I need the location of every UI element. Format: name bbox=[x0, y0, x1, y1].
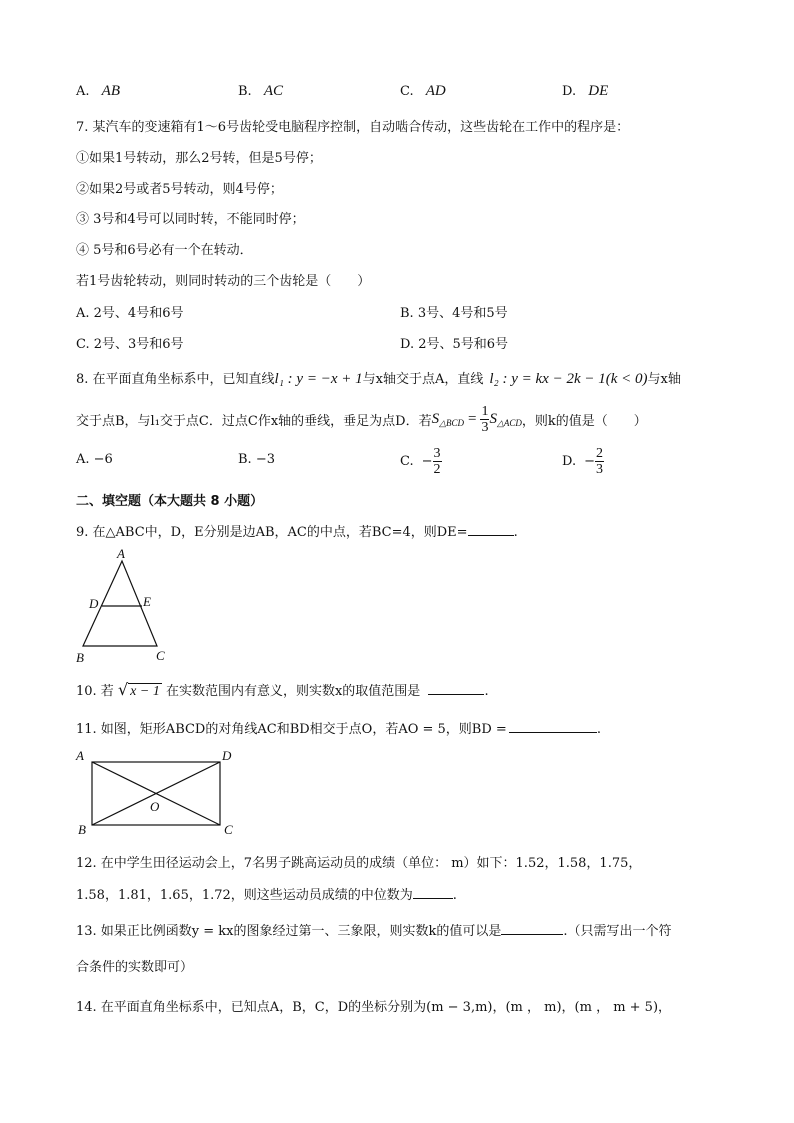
vertex-label-a: A bbox=[76, 748, 84, 763]
q7-option-d: D. 2号、5号和6号 bbox=[400, 337, 509, 352]
denominator: 3 bbox=[481, 419, 489, 435]
area-symbol: S bbox=[431, 410, 440, 427]
q8-line-2 bbox=[76, 402, 647, 436]
q8-text-3: 与x轴 bbox=[647, 372, 681, 387]
q10-stem-1: 10. 若 bbox=[76, 684, 114, 699]
sqrt-sign: √ bbox=[117, 680, 129, 699]
answer-blank bbox=[468, 535, 514, 536]
q7-option-b: B. 3号、4号和5号 bbox=[400, 306, 508, 321]
numerator: 3 bbox=[433, 445, 441, 461]
q6-option-b bbox=[238, 83, 283, 100]
area-subscript: △BCD bbox=[439, 417, 464, 428]
option-label: A. bbox=[76, 84, 90, 99]
option-label: C. bbox=[400, 84, 414, 99]
q7-option-c: C. 2号、3号和6号 bbox=[76, 337, 184, 352]
sqrt-radicand: x − 1 bbox=[130, 684, 160, 699]
q6-option-a bbox=[76, 83, 120, 100]
q8-option-d bbox=[562, 443, 604, 479]
vertex-label-c: C bbox=[156, 648, 165, 663]
q13-line-2: 合条件的实数即可） bbox=[76, 960, 194, 975]
option-label: C. bbox=[400, 453, 414, 469]
q7-rule-4: ④ 5号和6号必有一个在转动． bbox=[76, 243, 253, 258]
option-label: D. bbox=[562, 453, 577, 469]
vertex-label-c: C bbox=[224, 822, 233, 837]
fraction bbox=[595, 446, 604, 477]
fraction-one-third bbox=[480, 404, 489, 435]
q7-rule-1: ①如果1号转动，那么2号转，但是5号停； bbox=[76, 151, 322, 166]
q8-text-2: 与x轴交于点A，直线 bbox=[362, 372, 484, 387]
q8-line-l1: l₁ : y = −x + 1 bbox=[274, 371, 363, 387]
q10-end: . bbox=[484, 684, 489, 699]
denominator: 3 bbox=[596, 461, 603, 477]
vertex-label-d: D bbox=[222, 748, 232, 763]
q12-end: . bbox=[452, 888, 457, 903]
q7-rule-3: ③ 3号和4号可以同时转，不能同时停； bbox=[76, 212, 305, 227]
q13-note: .（只需写出一个符 bbox=[563, 924, 672, 939]
option-label: D. bbox=[562, 84, 577, 99]
q11-stem: 11. 如图，矩形ABCD的对角线AC和BD相交于点O，若AO = 5，则BD = bbox=[76, 722, 507, 737]
q14-line-1: 14. 在平面直角坐标系中，已知点A，B，C，D的坐标分别为(m − 3,m)，(m ， m)，(m ， m + 5)， bbox=[76, 1000, 672, 1015]
area-subscript: △ACD bbox=[496, 417, 522, 428]
option-value: DE bbox=[588, 83, 609, 99]
vertex-label-e: E bbox=[143, 594, 151, 609]
q9-stem: 9. 在△ABC中，D，E分别是边AB，AC的中点，若BC=4，则DE= bbox=[76, 525, 468, 540]
q9-end: . bbox=[513, 525, 518, 540]
answer-blank bbox=[428, 694, 484, 695]
equals-sign: = bbox=[468, 410, 477, 427]
answer-blank bbox=[413, 898, 453, 899]
q9-text bbox=[76, 521, 518, 540]
triangle-figure bbox=[70, 546, 180, 668]
vertex-label-d: D bbox=[89, 596, 99, 611]
answer-blank bbox=[509, 732, 597, 733]
option-value: AB bbox=[101, 83, 120, 99]
option-value: AC bbox=[263, 83, 283, 99]
denominator: 2 bbox=[433, 461, 441, 477]
q13-stem: 13. 如果正比例函数y = kx的图象经过第一、三象限，则实数k的值可以是 bbox=[76, 924, 502, 939]
q6-option-c bbox=[400, 83, 446, 100]
q8-line-l2: l₂ : y = kx − 2k − 1(k < 0) bbox=[489, 371, 648, 387]
q6-option-d bbox=[562, 83, 608, 100]
numerator: 1 bbox=[481, 403, 489, 419]
vertex-label-a: A bbox=[117, 546, 125, 561]
q8-text-4: 交于点B，与l₁交于点C．过点C作x轴的垂线，垂足为点D．若 bbox=[76, 413, 432, 429]
rectangle-figure bbox=[72, 744, 242, 838]
center-label-o: O bbox=[150, 799, 160, 814]
q13-line-1 bbox=[76, 920, 672, 939]
minus-sign: − bbox=[584, 453, 595, 469]
q11-end: . bbox=[596, 722, 601, 737]
q8-option-c bbox=[400, 443, 442, 479]
area-symbol: S bbox=[489, 410, 497, 427]
q12-stem: 1.58，1.81，1.65，1.72，则这些运动员成绩的中位数为 bbox=[76, 888, 413, 903]
q11-text bbox=[76, 718, 601, 737]
q8-text-5: ，则k的值是（ ） bbox=[521, 413, 647, 429]
q7-question: 若1号齿轮转动，则同时转动的三个齿轮是（ ） bbox=[76, 274, 371, 289]
q7-rule-2: ②如果2号或者5号转动，则4号停； bbox=[76, 182, 283, 197]
option-value: AD bbox=[425, 83, 446, 99]
fraction bbox=[433, 446, 442, 477]
q7-stem: 7. 某汽车的变速箱有1～6号齿轮受电脑程序控制，自动啮合传动，这些齿轮在工作中的程序是： bbox=[76, 120, 630, 135]
vertex-label-b: B bbox=[76, 650, 84, 665]
q12-line-2 bbox=[76, 884, 457, 903]
vertex-label-b: B bbox=[78, 822, 86, 837]
q10-text bbox=[76, 680, 489, 700]
q8-option-a: A. −6 bbox=[76, 452, 113, 467]
answer-blank bbox=[501, 934, 563, 935]
q8-option-b: B. −3 bbox=[238, 452, 275, 467]
q7-option-a: A. 2号、4号和6号 bbox=[76, 306, 184, 321]
q8-line-1 bbox=[76, 368, 681, 388]
minus-sign: − bbox=[421, 453, 433, 469]
section-heading: 二、填空题（本大题共 8 小题） bbox=[76, 494, 264, 509]
q12-line-1: 12. 在中学生田径运动会上，7名男子跳高运动员的成绩（单位： m）如下：1.52，1.58，1.75， bbox=[76, 856, 642, 871]
option-label: B. bbox=[238, 84, 252, 99]
q10-stem-2: 在实数范围内有意义，则实数x的取值范围是 bbox=[165, 684, 421, 699]
q8-text-1: 8. 在平面直角坐标系中，已知直线 bbox=[76, 372, 275, 387]
numerator: 2 bbox=[596, 445, 603, 461]
